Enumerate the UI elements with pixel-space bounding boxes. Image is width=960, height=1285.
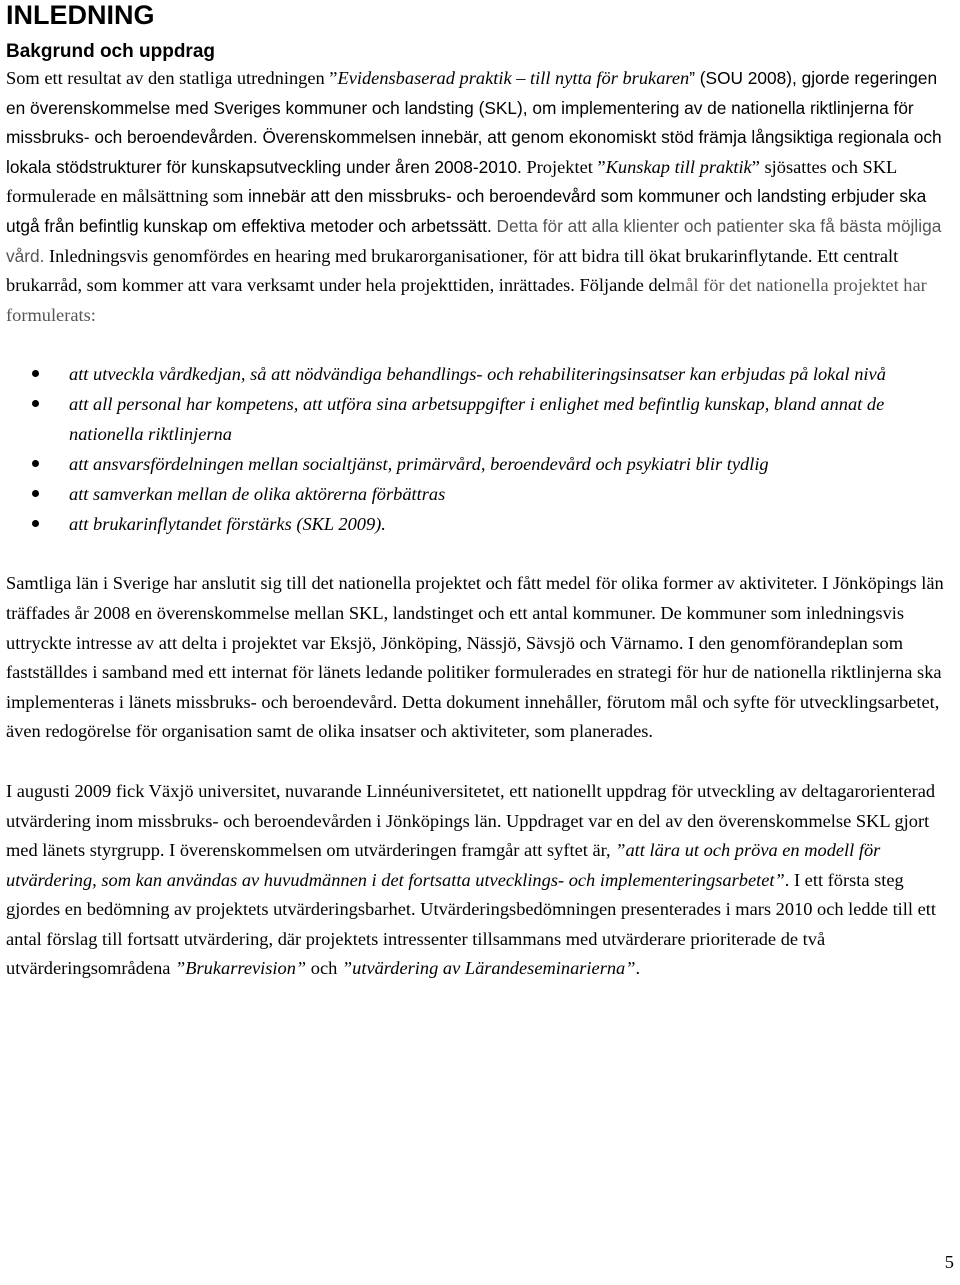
- intro-text-4: ” sjösattes och SKL formulerade en målsättning som: [6, 156, 897, 207]
- paragraph-spacer: [6, 539, 958, 569]
- bullet-icon: [32, 490, 39, 497]
- intro-text-5: innebär att den missbruks- och beroendevård som kommuner och landsting erbjuder ska utgå från befintlig kunskap om effektiva metoder och arbetssätt.: [6, 186, 927, 236]
- goals-list: [6, 359, 958, 539]
- evaluation-area-2: ”utvärdering av Lärandeseminarierna”: [341, 958, 636, 979]
- goal-text: att samverkan mellan de olika aktörerna förbättras: [69, 484, 446, 505]
- goal-text: att utveckla vårdkedjan, så att nödvändiga behandlings- och rehabiliteringsinsatser kan erbjudas på lokal nivå: [69, 364, 886, 385]
- bullet-icon: [32, 370, 39, 377]
- evaluation-text-3: och: [306, 958, 342, 979]
- bullet-icon: [32, 460, 39, 467]
- list-item: [6, 449, 958, 479]
- bullet-icon: [32, 400, 39, 407]
- goal-text: att ansvarsfördelningen mellan socialtjänst, primärvård, beroendevård och psykiatri blir tydlig: [69, 454, 769, 475]
- evaluation-quote: ”att lära ut och pröva en modell för utvärdering, som kan användas av huvudmännen i det fortsatta utvecklings- och implementeringsarbetet”: [6, 840, 881, 890]
- evaluation-text-4: .: [635, 958, 641, 979]
- document-page: [6, 0, 958, 984]
- intro-text-3: Projektet ”: [521, 156, 606, 177]
- intro-project-name: Kunskap till praktik: [605, 156, 752, 177]
- county-paragraph: Samtliga län i Sverige har anslutit sig till det nationella projektet och fått medel för olika former av aktiviteter. I Jönköpings län träffades år 2008 en överenskommelse mellan SKL, landstinget och ett antal kommuner. De kommuner som inledningsvis uttryckte intresse av att delta i projektet var Eksjö, Jönköping, Nässjö, Sävsjö och Värnamo. I den genomförandeplan som fastställdes i samband med ett internat för länets ledande politiker formulerades en strategi för hur de nationella riktlinjerna ska implementeras i länets missbruks- och beroendevård. Detta dokument innehåller, förutom mål och syfte för utvecklingsarbetet, även redogörelse för organisation samt de olika insatser och aktiviteter, som planerades.: [6, 573, 944, 742]
- evaluation-text-1: I augusti 2009 fick Växjö universitet, nuvarande Linnéuniversitetet, ett nationellt uppdrag för utveckling av deltagarorienterad utvärdering inom missbruks- och beroendevården i Jönköpings län. Uppdraget var en del av den överenskommelse SKL gjort med länets styrgrupp. I överenskommelsen om utvärderingen framgår att syftet är,: [6, 780, 936, 861]
- evaluation-paragraph: [6, 777, 958, 984]
- bullet-icon: [32, 520, 39, 527]
- evaluation-text-2: . I ett första steg gjordes en bedömning av projektets utvärderingsbarhet. Utvärderingsbedömningen presenterades i mars 2010 och ledde till ett antal förslag till fortsatt utvärdering, där projektets intressenter tillsammans med utvärderare prioriterade de två utvärderingsområdena: [6, 869, 936, 979]
- intro-text-1: Som ett resultat av den statliga utredningen ”: [6, 68, 338, 88]
- paragraph-spacer: [6, 747, 958, 777]
- intro-report-title: Evidensbaserad praktik – till nytta för brukaren: [337, 68, 690, 88]
- evaluation-area-1: ”Brukarrevision”: [175, 958, 307, 979]
- page-title: INLEDNING: [6, 0, 155, 30]
- list-item: [6, 359, 958, 389]
- list-item: [6, 509, 958, 539]
- goal-text: att brukarinflytandet förstärks (SKL 2009).: [69, 514, 386, 535]
- list-item: [6, 389, 958, 449]
- intro-text-2: ” (SOU 2008), gjorde regeringen en överenskommelse med Sveriges kommuner och landsting (SKL), om implementering av de nationella riktlinjerna för missbruks- och beroendevården. Överenskommelsen innebär, att genom ekonomiskt stöd främja långsiktiga regionala och lokala stödstrukturer för kunskapsutveckling under åren 2008-2010.: [6, 68, 942, 177]
- intro-paragraph: [6, 64, 958, 330]
- intro-text-8: mål för det nationella projektet har formulerats:: [6, 275, 927, 325]
- section-heading: Bakgrund och uppdrag: [6, 41, 215, 62]
- intro-text-7: Inledningsvis genomfördes en hearing med brukarorganisationer, för att bidra till ökat brukarinflytande. Ett centralt brukarråd, som kommer att vara verksamt under hela projekttiden, inrättades. Följande del: [6, 245, 899, 296]
- goal-text: att all personal har kompetens, att utföra sina arbetsuppgifter i enlighet med befintlig kunskap, bland annat de nationella riktlinjerna: [69, 394, 885, 445]
- list-item: [6, 479, 958, 509]
- intro-text-6: Detta för att alla klienter och patienter ska få bästa möjliga vård.: [6, 215, 942, 266]
- page-number: 5: [944, 1252, 954, 1272]
